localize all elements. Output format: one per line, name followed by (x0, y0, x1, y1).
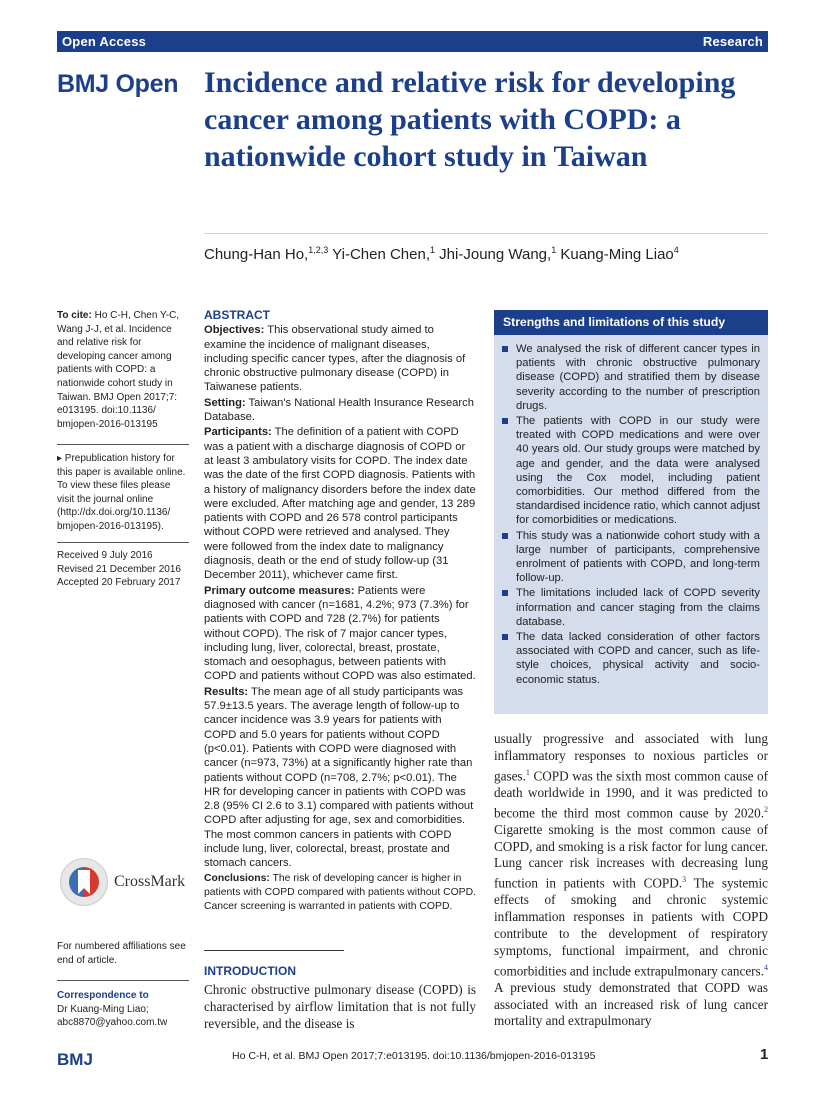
received-date: Received 9 July 2016 (57, 550, 153, 561)
article-title: Incidence and relative risk for developing cancer among patients with COPD: a nationwide cohort study in Taiwan (204, 66, 736, 173)
header-bar (57, 31, 768, 52)
divider (204, 233, 768, 234)
cite-label: To cite: (57, 310, 92, 321)
crossmark-icon (60, 858, 108, 906)
author-list (204, 245, 679, 263)
primary-label: Primary outcome measures: (204, 584, 355, 597)
list-item: The patients with COPD in our study were treated with COPD medications and were over 40 years old. Our study groups were matched by age and gender, and the data were analysed using the Cox model, including patient comorbidities. Our method differed from the standardised incidence ratio, which cannot adjust for comorbidities or medications. (516, 415, 760, 527)
list-item: We analysed the risk of different cancer types in patients with chronic obstructive pulmonary disease (COPD) and stratified them by disease severity according to the number of prescription drugs. (516, 343, 760, 412)
dates-block (57, 549, 189, 590)
section-label: Research (702, 34, 763, 49)
abstract (204, 308, 476, 915)
divider (57, 444, 189, 445)
cite-text: Ho C-H, Chen Y-C, Wang J-J, et al. Incidence and relative risk for developing cancer among patients with COPD: a nationwide cohort study in Taiwan. BMJ Open 2017;7: e013195. doi:10.1136/ bmjopen-2016-013195 (57, 310, 180, 430)
accepted-date: Accepted 20 February 2017 (57, 577, 181, 589)
author: Kuang-Ming Liao (556, 246, 674, 263)
author-affiliation: 1 (551, 245, 557, 255)
crossmark-badge[interactable] (60, 858, 185, 906)
footer-citation: Ho C-H, et al. BMJ Open 2017;7:e013195. doi:10.1136/bmjopen-2016-013195 (232, 1050, 596, 1062)
correspondence-name: Dr Kuang-Ming Liao; (57, 1003, 149, 1015)
crossmark-label: CrossMark (114, 873, 186, 890)
abstract-participants: Participants: The definition of a patient with COPD was a patient with a discharge diagnosis of COPD or at least 3 ambulatory visits for COPD. The index date was the date of the first COPD diagnosis. Patients with a history of malignancy disorders before the index date were excluded. After matching age and gender, 13 289 patients with COPD and 26 578 control participants without COPD were retrieved and analysed. They were followed from the index date to malignancy diagnosis, death or the end of study follow-up (31 December 2011), whichever came first. (204, 426, 476, 582)
correspondence-email[interactable]: abc8870@yahoo.com.tw (57, 1017, 168, 1029)
page-number: 1 (760, 1046, 769, 1063)
correspondence-label: Correspondence to (57, 990, 149, 1001)
citation-block (57, 309, 189, 431)
reference-link[interactable]: 4 (764, 962, 768, 972)
author: Yi-Chen Chen, (328, 246, 430, 263)
abstract-objectives: Objectives: This observational study aimed to examine the incidence of malignant diseases, including specific cancer types, after the diagnosis of chronic obstructive pulmonary disease (COPD) in Taiwanese patients. (204, 324, 466, 394)
abstract-results: Results: The mean age of all study participants was 57.9±13.5 years. The average length of follow-up to cancer incidence was 3.9 years for patients with COPD and 5.0 years for patients without COPD (p<0.01). Patients with COPD were diagnosed with cancer (n=973, 73%) at a significantly higher rate than patients without COPD (n=708, 2.7%; p<0.01). The HR for developing cancer in patients with COPD was 2.8 (95% CI 2.6 to 3.1) compared with patients without COPD after adjusting for age, sex and comorbidities. The most common cancers in patients with COPD include lung, liver, colorectal, breast, prostate and stomach cancers. (204, 685, 474, 870)
box-list (500, 342, 760, 687)
open-access-label: Open Access (62, 34, 147, 49)
abstract-primary-outcome: Primary outcome measures: Patients were diagnosed with cancer (n=1681, 4.2%; 973 (7.3%) for patients with COPD and 728 (2.7%) for patients without COPD). The risk of 7 major cancer types, including lung, liver, colorectal, breast, prostate, stomach and oesophagus, between patients with COPD and patients without COPD was also estimated. (204, 584, 476, 683)
strengths-limitations-box (494, 310, 768, 714)
author-affiliation: 1,2,3 (308, 245, 329, 255)
list-item: The limitations included lack of COPD severity information and cancer staging from the claims database. (516, 587, 760, 628)
introduction-heading: INTRODUCTION (204, 964, 296, 978)
conclusions-label: Conclusions: (204, 872, 270, 884)
prepub-note[interactable]: ▸ Prepublication history for this paper is available online. To view these files please visit the journal online (http://dx.doi.org/10.1136/ bmjopen-2016-013195). (57, 453, 186, 532)
reference-link[interactable]: 1 (525, 767, 530, 777)
participants-label: Participants: (204, 426, 272, 439)
reference-link[interactable]: 3 (682, 875, 687, 885)
author: Jhi-Joung Wang, (435, 246, 552, 263)
bmj-footer-logo: BMJ (57, 1050, 93, 1069)
introduction-text: Chronic obstructive pulmonary disease (COPD) is characterised by airflow limitation that is not fully reversible, and the disease is (204, 982, 476, 1031)
journal-logo: BMJ Open (57, 70, 179, 98)
divider (204, 950, 344, 951)
results-label: Results: (204, 685, 249, 698)
list-item: The data lacked consideration of other factors associated with COPD and cancer, such as life-style choices, physical activity and socio-economic status. (516, 631, 760, 686)
body-text-right: usually progressive and associated with lung inflammatory responses to noxious particles or gases.$^1$ COPD was the sixth most common cause of death worldwide in 1990, and it was predicted to become the third most common cause by 2020.$^2$ Cigarette smoking is the most common cause of COPD, and smoking is a risk factor for lung cancer. Lung cancer risk increases with decreasing lung function in patients with COPD.$^3$ The systemic effects of smoking and chronic systemic inflammation responses in patients with COPD contribute to the development of respiratory symptoms, functional impairment, and chronic comorbidities and include extrapulmonary cancers.$^4$ A previous study demonstrated that COPD was associated with an increased risk of lung cancer mortality and extrapulmonary (494, 731, 768, 1029)
author-affiliation: 1 (430, 245, 436, 255)
divider (57, 980, 189, 981)
correspondence-block (57, 989, 189, 1030)
list-item: This study was a nationwide cohort study with a large number of participants, comprehensive enrolment of patients with COPD, and long-term follow-up. (516, 529, 760, 585)
author: Chung-Han Ho, (204, 246, 309, 263)
setting-label: Setting: (204, 396, 246, 409)
affiliation-note: For numbered affiliations see end of article. (57, 941, 186, 966)
divider (57, 542, 189, 543)
objectives-label: Objectives: (204, 324, 265, 337)
author-affiliation: 4 (673, 245, 679, 255)
abstract-setting: Setting: Taiwan's National Health Insurance Research Database. (204, 396, 474, 424)
abstract-conclusions: Conclusions: The risk of developing cancer is higher in patients with COPD compared with patients without COPD. Cancer screening is warranted in patients with COPD. (204, 872, 477, 913)
revised-date: Revised 21 December 2016 (57, 563, 181, 575)
abstract-heading: ABSTRACT (204, 308, 270, 322)
reference-link[interactable]: 2 (764, 804, 768, 814)
box-heading: Strengths and limitations of this study (494, 310, 768, 335)
